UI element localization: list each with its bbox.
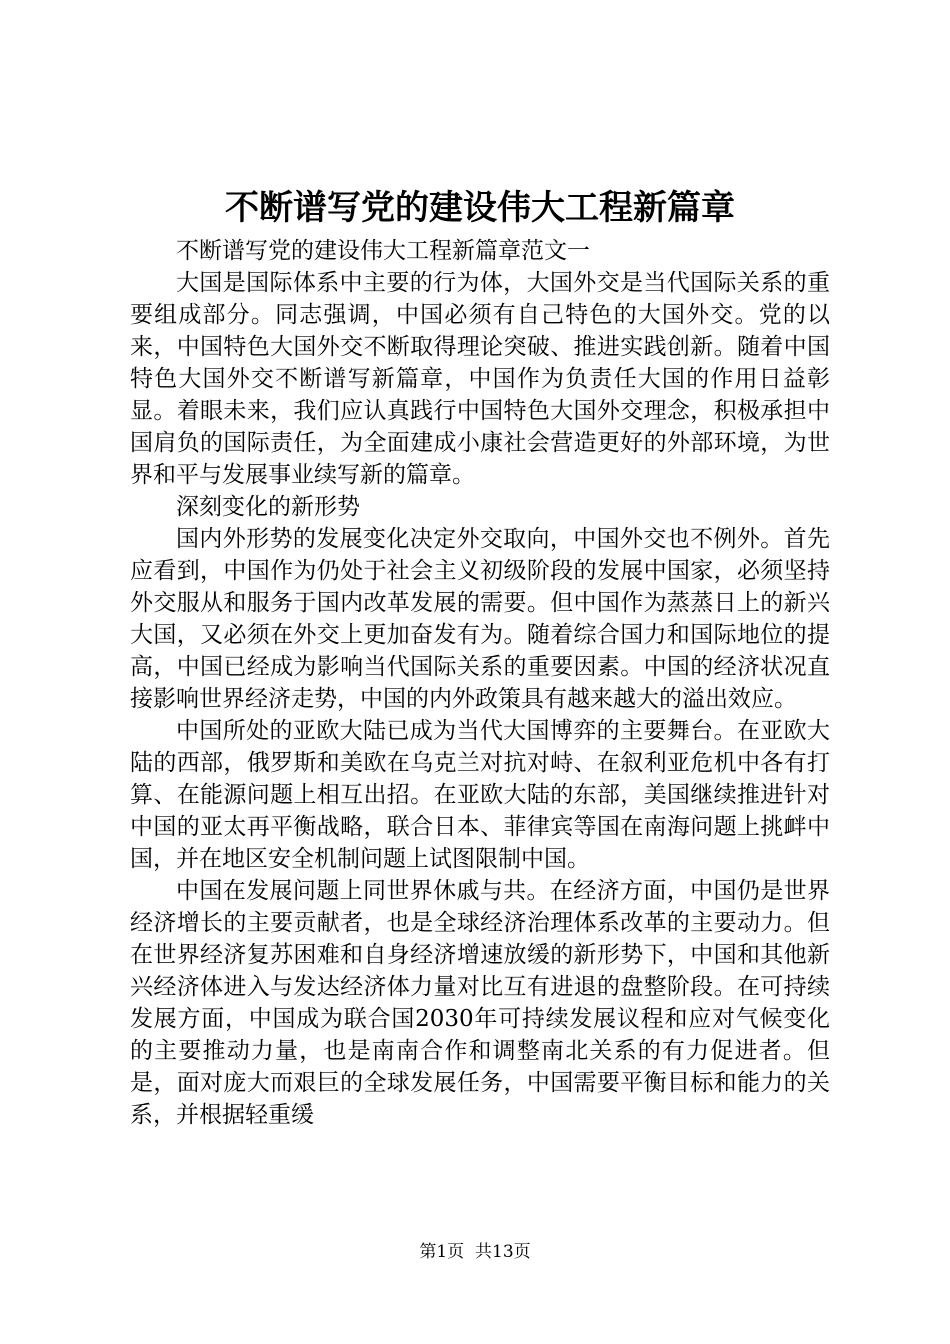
page-total: 共13页	[475, 1242, 531, 1262]
footer-spacer	[464, 1242, 475, 1262]
paragraph: 国内外形势的发展变化决定外交取向，中国外交也不例外。首先应看到，中国作为仍处于社会主义初级阶段的发展中国家，必须坚持外交服从和服务于国内改革发展的需要。但中国作为蒸蒸日上的新兴大国，又必须在外交上更加奋发有为。随着综合国力和国际地位的提高，中国已经成为影响当代国际关系的重要因素。中国的经济状况直接影响世界经济走势，中国的内外政策具有越来越大的溢出效应。	[130, 526, 830, 712]
page-number: 第1页	[419, 1242, 465, 1262]
page-footer	[0, 1241, 950, 1263]
section-heading: 深刻变化的新形势	[176, 494, 360, 520]
paragraph: 大国是国际体系中主要的行为体，大国外交是当代国际关系的重要组成部分。同志强调，中国必须有自己特色的大国外交。党的以来，中国特色大国外交不断取得理论突破、推进实践创新。随着中国特色大国外交不断谱写新篇章，中国作为负责任大国的作用日益彰显。着眼未来，我们应认真践行中国特色大国外交理念，积极承担中国肩负的国际责任，为全面建成小康社会营造更好的外部环境，为世界和平与发展事业续写新的篇章。	[130, 270, 830, 488]
paragraph: 中国所处的亚欧大陆已成为当代大国博弈的主要舞台。在亚欧大陆的西部，俄罗斯和美欧在乌克兰对抗对峙、在叙利亚危机中各有打算、在能源问题上相互出招。在亚欧大陆的东部，美国继续推进针对中国的亚太再平衡战略，联合日本、菲律宾等国在南海问题上挑衅中国，并在地区安全机制问题上试图限制中国。	[130, 718, 830, 872]
document-body	[130, 235, 830, 1131]
paragraph-subtitle: 不断谱写党的建设伟大工程新篇章范文一	[176, 238, 590, 264]
paragraph: 中国在发展问题上同世界休戚与共。在经济方面，中国仍是世界经济增长的主要贡献者，也是全球经济治理体系改革的主要动力。但在世界经济复苏困难和自身经济增速放缓的新形势下，中国和其他新兴经济体进入与发达经济体力量对比互有进退的盘整阶段。在可持续发展方面，中国成为联合国2030年可持续发展议程和应对气候变化的主要推动力量，也是南南合作和调整南北关系的有力促进者。但是，面对庞大而艰巨的全球发展任务，中国需要平衡目标和能力的关系，并根据轻重缓	[130, 878, 830, 1128]
document-title: 不断谱写党的建设伟大工程新篇章	[225, 188, 735, 228]
